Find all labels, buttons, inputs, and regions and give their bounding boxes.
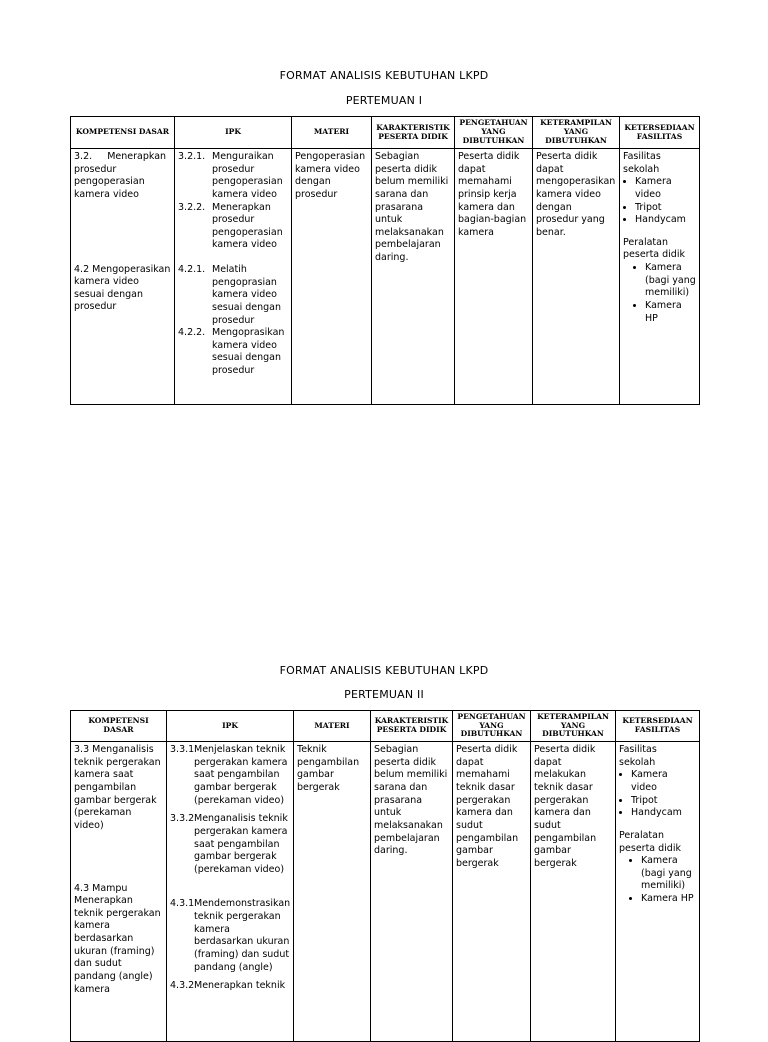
header-ipk: IPK (175, 117, 292, 149)
ipk-number: 3.2.2. (178, 201, 206, 213)
document-subtitle-1: PERTEMUAN I (345, 94, 423, 107)
header-kompetensi-dasar: KOMPETENSI DASAR (71, 711, 167, 742)
ipk-number: 3.3.2 (170, 813, 195, 825)
peralatan-list (619, 855, 696, 906)
document-title-2: FORMAT ANALISIS KEBUTUHAN LKPD (279, 664, 489, 677)
header-materi: MATERI (294, 711, 371, 742)
ipk-number: 4.3.1 (170, 898, 195, 910)
ipk-number: 4.3.2 (170, 980, 195, 992)
peralatan-label: Peralatan peserta didik (623, 236, 685, 261)
ipk-item (170, 898, 290, 974)
peralatan-list (623, 262, 696, 325)
ipk-number: 3.3.1 (170, 744, 195, 756)
ipk-item (178, 327, 288, 378)
header-fasilitas: KETERSEDIAAN FASILITAS (620, 117, 700, 149)
header-karakteristik: KARAKTERISTIK PESERTA DIDIK (371, 711, 453, 742)
kd-knowledge: 3.2. Menerapkan prosedur pengoperasian kamera video (74, 151, 167, 200)
analysis-table-1 (70, 116, 700, 405)
cell-kompetensi-dasar (71, 149, 175, 405)
ipk-number: 4.2.2. (178, 327, 206, 339)
header-keterampilan: KETERAMPILAN YANG DIBUTUHKAN (531, 711, 616, 742)
cell-keterampilan: Peserta didik dapat melakukan teknik dasar pergerakan kamera dan sudut pengambilan gambar bergerak (531, 742, 616, 1042)
kd-skill: 4.3 Mampu Menerapkan teknik pergerakan kamera berdasarkan ukuran (framing) dan sudut pandang (angle) kamera (74, 882, 161, 995)
document-subtitle-2: PERTEMUAN II (344, 688, 424, 701)
header-pengetahuan: PENGETAHUAN YANG DIBUTUHKAN (455, 117, 533, 149)
ipk-text: Menjelaskan teknik pergerakan kamera saat pengambilan gambar bergerak (perekaman video) (194, 744, 288, 806)
header-kompetensi-dasar: KOMPETENSI DASAR (71, 117, 175, 149)
ipk-item (170, 980, 290, 993)
ipk-text: Menerapkan prosedur pengoperasian kamera video (212, 201, 283, 251)
cell-fasilitas (620, 149, 700, 405)
ipk-item (178, 202, 288, 253)
list-item: • Handycam (635, 214, 696, 227)
ipk-text: Menganalisis teknik pergerakan kamera saat pengambilan gambar bergerak (perekaman video) (194, 813, 288, 875)
cell-materi: Teknik pengambilan gambar bergerak (294, 742, 371, 1042)
ipk-text: Mendemonstrasikan teknik pergerakan kamera berdasarkan ukuran (framing) dan sudut pandang (angle) (194, 898, 291, 973)
list-item: • Tripot (631, 795, 696, 808)
list-item: • Kamera (bagi yang memiliki) (645, 262, 696, 300)
ipk-item (170, 744, 290, 807)
list-item: • Tripot (635, 202, 696, 215)
cell-karakteristik: Sebagian peserta didik belum memiliki sarana dan prasarana untuk melaksanakan pembelajaran daring. (371, 742, 453, 1042)
ipk-number: 4.2.1. (178, 264, 206, 275)
header-keterampilan: KETERAMPILAN YANG DIBUTUHKAN (533, 117, 620, 149)
cell-fasilitas (616, 742, 700, 1042)
list-item: • Kamera (bagi yang memiliki) (641, 855, 696, 893)
cell-kompetensi-dasar (71, 742, 167, 1042)
header-ipk: IPK (167, 711, 294, 742)
ipk-text: Mengoprasikan kamera video sesuai dengan prosedur (212, 327, 285, 376)
header-pengetahuan: PENGETAHUAN YANG DIBUTUHKAN (453, 711, 531, 742)
analysis-table-2 (70, 710, 700, 1042)
cell-pengetahuan: Peserta didik dapat memahami prinsip kerja kamera dan bagian-bagian kamera (455, 149, 533, 405)
header-fasilitas: KETERSEDIAAN FASILITAS (616, 711, 700, 742)
cell-materi: Pengoperasian kamera video dengan prosedur (292, 149, 372, 405)
ipk-text: Menerapkan teknik (194, 980, 286, 992)
cell-karakteristik: Sebagian peserta didik belum memiliki sarana dan prasarana untuk melaksanakan pembelajaran daring. (372, 149, 455, 405)
list-item: • Kamera HP (641, 893, 696, 906)
ipk-item (178, 264, 288, 327)
list-item: • Kamera video (631, 769, 696, 794)
cell-keterampilan: Peserta didik dapat mengoperasikan kamera video dengan prosedur yang benar. (533, 149, 620, 405)
fasilitas-sekolah-list (623, 176, 696, 227)
fasilitas-sekolah-label: Fasilitas sekolah (619, 744, 657, 768)
peralatan-label: Peralatan peserta didik (619, 829, 681, 854)
kd-skill: 4.2 Mengoperasikan kamera video sesuai dengan prosedur (74, 263, 171, 313)
cell-ipk (167, 742, 294, 1042)
ipk-item (170, 813, 290, 876)
cell-pengetahuan: Peserta didik dapat memahami teknik dasar pergerakan kamera dan sudut pengambilan gambar bergerak (453, 742, 531, 1042)
fasilitas-sekolah-list (619, 769, 696, 820)
fasilitas-sekolah-label: Fasilitas sekolah (623, 151, 661, 175)
ipk-item (178, 151, 288, 202)
header-karakteristik: KARAKTERISTIK PESERTA DIDIK (372, 117, 455, 149)
document-title-1: FORMAT ANALISIS KEBUTUHAN LKPD (279, 69, 489, 82)
ipk-number: 3.2.1. (178, 151, 206, 162)
cell-ipk (175, 149, 292, 405)
list-item: • Handycam (631, 807, 696, 820)
kd-knowledge: 3.3 Menganalisis teknik pergerakan kamera saat pengambilan gambar bergerak (perekaman video) (74, 744, 161, 831)
header-materi: MATERI (292, 117, 372, 149)
ipk-text: Menguraikan prosedur pengoperasian kamera video (212, 151, 283, 200)
list-item: • Kamera HP (645, 300, 696, 325)
ipk-text: Melatih pengoprasian kamera video sesuai dengan prosedur (212, 264, 282, 326)
list-item: • Kamera video (635, 176, 696, 201)
